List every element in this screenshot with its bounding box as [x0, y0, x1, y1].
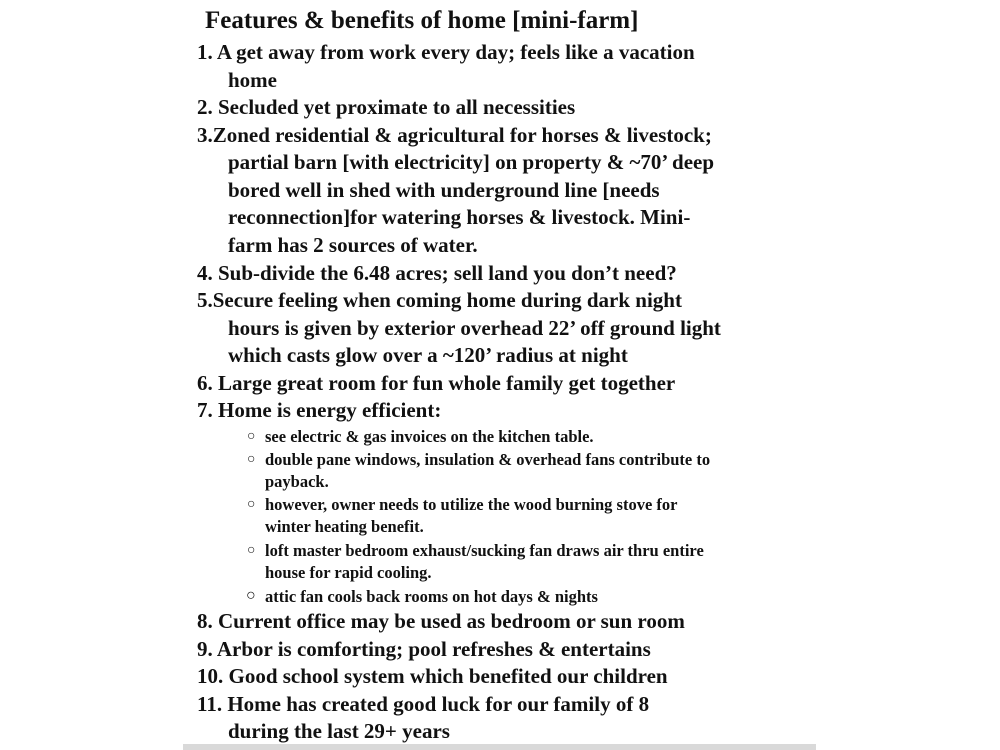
list-item-10: 10. Good school system which benefited our children [197, 664, 668, 688]
sub-bullet-4-line-1: loft master bedroom exhaust/sucking fan draws air thru entire [265, 541, 704, 560]
hollow-circle-icon: ○ [247, 497, 256, 512]
sub-bullet-2-line-2: payback. [265, 472, 329, 491]
list-item-1-line-1: 1. A get away from work every day; feels like a vacation [197, 40, 695, 64]
document-title: Features & benefits of home [mini-farm] [205, 7, 639, 34]
hollow-circle-icon: ○ [247, 452, 256, 467]
list-item-3-line-2: partial barn [with electricity] on property & ~70’ deep [228, 150, 715, 174]
sub-bullet-5: attic fan cools back rooms on hot days & nights [265, 587, 598, 606]
list-item-6: 6. Large great room for fun whole family get together [197, 371, 676, 395]
list-item-11-line-2: during the last 29+ years [228, 719, 450, 743]
list-item-3-line-4: reconnection]for watering horses & livestock. Mini- [228, 205, 691, 229]
list-item-4: 4. Sub-divide the 6.48 acres; sell land you don’t need? [197, 261, 677, 285]
list-item-7: 7. Home is energy efficient: [197, 398, 442, 422]
sub-bullet-4-line-2: house for rapid cooling. [265, 563, 432, 582]
sub-bullet-3-line-2: winter heating benefit. [265, 517, 424, 536]
hollow-circle-icon: ○ [247, 543, 256, 558]
hollow-circle-icon: ○ [246, 587, 256, 604]
list-item-5-line-2: hours is given by exterior overhead 22’ off ground light [228, 316, 721, 340]
list-item-5-line-3: which casts glow over a ~120’ radius at night [228, 343, 628, 367]
hollow-circle-icon: ○ [247, 429, 256, 444]
sub-bullet-2-line-1: double pane windows, insulation & overhead fans contribute to [265, 450, 711, 469]
bottom-divider [183, 744, 816, 750]
list-item-1-line-2: home [228, 68, 277, 92]
list-item-8: 8. Current office may be used as bedroom or sun room [197, 609, 685, 633]
list-item-5-line-1: 5.Secure feeling when coming home during dark night [197, 288, 682, 312]
sub-bullet-1: see electric & gas invoices on the kitchen table. [265, 427, 594, 446]
sub-bullet-3-line-1: however, owner needs to utilize the wood burning stove for [265, 495, 678, 514]
list-item-3-line-1: 3.Zoned residential & agricultural for horses & livestock; [197, 123, 712, 147]
list-item-11-line-1: 11. Home has created good luck for our family of 8 [197, 692, 650, 716]
list-item-3-line-5: farm has 2 sources of water. [228, 233, 478, 257]
list-item-3-line-3: bored well in shed with underground line [needs [228, 178, 660, 202]
list-item-9: 9. Arbor is comforting; pool refreshes & entertains [197, 637, 651, 661]
list-item-2: 2. Secluded yet proximate to all necessities [197, 95, 576, 119]
